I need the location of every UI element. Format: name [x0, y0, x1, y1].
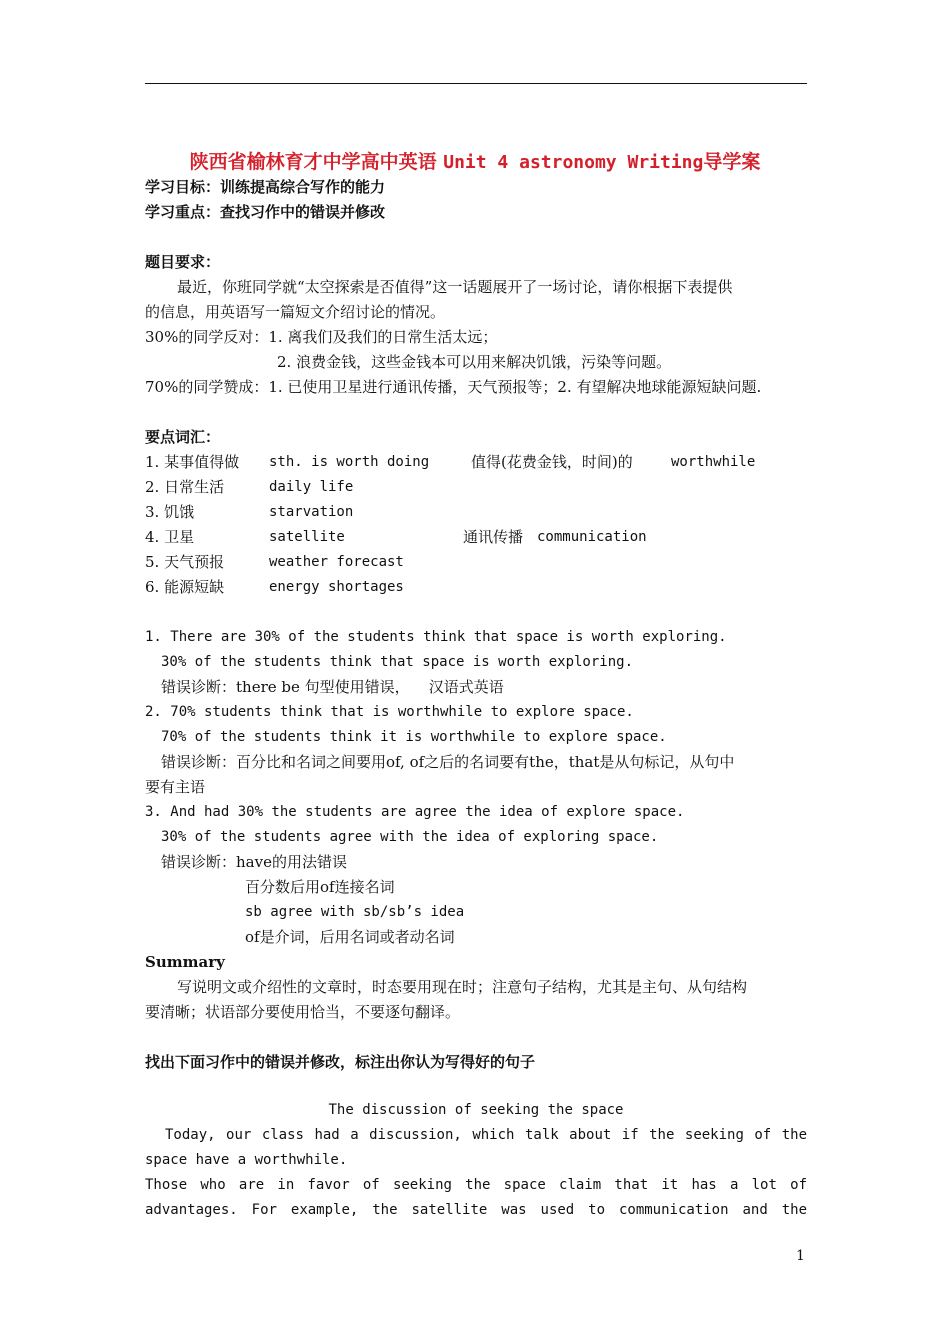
learning-focus: 学习重点：查找习作中的错误并修改 [145, 203, 386, 221]
requirement-heading: 题目要求： [145, 253, 221, 271]
vocab-cn: 6. 能源短缺 [145, 578, 225, 596]
essay-line-1: Today, our class had a discussion, which talk about if the seeking of the [165, 1127, 807, 1143]
example-3-note-3: of是介词，后用名词或者动名词 [245, 928, 455, 946]
essay-line-4: advantages. For example, the satellite was used to communication and the [145, 1202, 807, 1218]
vocab-heading: 要点词汇： [145, 428, 221, 446]
vocab-en: sth. is worth doing [269, 454, 430, 470]
support-points: 70%的同学赞成：1. 已使用卫星进行通讯传播，天气预报等；2. 有望解决地球能源短缺问题. [145, 378, 762, 396]
page-title: 陕西省榆林育才中学高中英语 Unit 4 astronomy Writing导学案 [189, 151, 761, 173]
vocab-cn: 1. 某事值得做 [145, 453, 240, 471]
example-2-wrong: 2. 70% students think that is worthwhile to explore space. [145, 704, 634, 720]
essay-line-2: space have a worthwhile. [145, 1152, 348, 1168]
oppose-point-1: 30%的同学反对：1. 离我们及我们的日常生活太远； [145, 328, 498, 346]
essay-title: The discussion of seeking the space [328, 1102, 624, 1118]
vocab-cn: 5. 天气预报 [145, 553, 225, 571]
vocab-en-extra: communication [537, 529, 647, 545]
vocab-cn-extra: 通讯传播 [463, 528, 524, 546]
vocab-en: daily life [269, 479, 354, 495]
requirement-text-2: 的信息，用英语写一篇短文介绍讨论的情况。 [145, 303, 446, 321]
vocab-en: satellite [269, 529, 345, 545]
vocab-cn: 4. 卫星 [145, 528, 195, 546]
example-1-diagnosis: 错误诊断：there be 句型使用错误， 汉语式英语 [161, 678, 504, 696]
vocab-en-extra: worthwhile [671, 454, 756, 470]
example-2-diagnosis-cont: 要有主语 [145, 778, 206, 796]
vocab-cn-extra: 值得(花费金钱，时间)的 [471, 453, 633, 471]
example-2-correct: 70% of the students think it is worthwhile to explore space. [161, 729, 667, 745]
essay-line-3: Those who are in favor of seeking the space claim that it has a lot of [145, 1177, 807, 1193]
example-3-wrong: 3. And had 30% the students are agree the idea of explore space. [145, 804, 685, 820]
example-3-correct: 30% of the students agree with the idea of exploring space. [161, 829, 659, 845]
oppose-point-2: 2. 浪费金钱，这些金钱本可以用来解决饥饿，污染等问题。 [277, 353, 672, 371]
example-3-note-1: 百分数后用of连接名词 [245, 878, 395, 896]
learning-goal: 学习目标：训练提高综合写作的能力 [145, 178, 386, 196]
summary-text-1: 写说明文或介绍性的文章时，时态要用现在时；注意句子结构，尤其是主句、从句结构 [177, 978, 748, 996]
requirement-text-1: 最近，你班同学就“太空探索是否值得”这一话题展开了一场讨论，请你根据下表提供 [177, 278, 733, 296]
summary-text-2: 要清晰；状语部分要使用恰当，不要逐句翻译。 [145, 1003, 461, 1021]
page-number: 1 [796, 1248, 805, 1264]
vocab-cn: 3. 饥饿 [145, 503, 195, 521]
vocab-en: starvation [269, 504, 354, 520]
header-rule [145, 83, 807, 84]
vocab-en: weather forecast [269, 554, 404, 570]
example-2-diagnosis: 错误诊断：百分比和名词之间要用of, of之后的名词要有the，that是从句标记，从句中 [161, 753, 735, 771]
vocab-en: energy shortages [269, 579, 404, 595]
example-1-correct: 30% of the students think that space is worth exploring. [161, 654, 634, 670]
example-3-note-2: sb agree with sb/sb’s idea [245, 904, 465, 920]
task-instruction: 找出下面习作中的错误并修改，标注出你认为写得好的句子 [145, 1053, 536, 1071]
summary-heading: Summary [145, 953, 225, 971]
vocab-cn: 2. 日常生活 [145, 478, 225, 496]
example-1-wrong: 1. There are 30% of the students think that space is worth exploring. [145, 629, 727, 645]
example-3-diagnosis: 错误诊断：have的用法错误 [161, 853, 347, 871]
